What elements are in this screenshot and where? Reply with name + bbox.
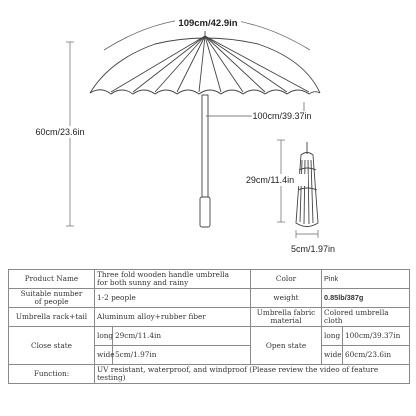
function-value: UV resistant, waterproof, and windproof (Please review the video of feature testing) [95, 365, 410, 384]
open-wide-value: 60cm/23.6in [343, 346, 410, 365]
weight-value: 0.85lb/387g [322, 289, 410, 308]
table-row [9, 289, 410, 308]
open-long-value: 100cm/39.37in [343, 327, 410, 346]
close-wide-label: wide [95, 346, 113, 365]
color-value: Pink [322, 270, 410, 289]
fabric-value: Colored umbrella cloth [322, 308, 410, 327]
height-label: 60cm/23.6in [35, 127, 85, 137]
product-name-label: Product Name [9, 270, 95, 289]
suitable-value: 1-2 people [95, 289, 251, 308]
close-wide-value: 5cm/1.97in [113, 346, 251, 365]
function-label: Function: [9, 365, 95, 384]
product-name-value: Three fold wooden handle umbrella for both sunny and rainy [95, 270, 251, 289]
close-long-label: long [95, 327, 113, 346]
color-label: Color [251, 270, 322, 289]
rack-label: Umbrella rack+tail [9, 308, 95, 327]
table-row [9, 308, 410, 327]
table-row [9, 270, 410, 289]
table-row [9, 365, 410, 384]
close-long-value: 29cm/11.4in [113, 327, 251, 346]
suitable-label: Suitable number of people [9, 289, 95, 308]
open-long-label: long [322, 327, 343, 346]
rack-value: Aluminum alloy+rubber fiber [95, 308, 251, 327]
spec-table [8, 269, 410, 384]
open-state-label: Open state [251, 327, 322, 365]
canopy-length-label: 100cm/39.37in [252, 111, 312, 121]
folded-width-label: 5cm/1.97in [290, 244, 336, 254]
weight-label: weight [251, 289, 322, 308]
folded-length-label: 29cm/11.4in [245, 175, 295, 185]
open-wide-label: wide [322, 346, 343, 365]
close-state-label: Close state [9, 327, 95, 365]
open-umbrella-icon [90, 31, 320, 227]
open-width-label: 109cm/42.9in [178, 18, 238, 29]
table-row [9, 327, 410, 346]
fabric-label: Umbrella fabric material [251, 308, 322, 327]
